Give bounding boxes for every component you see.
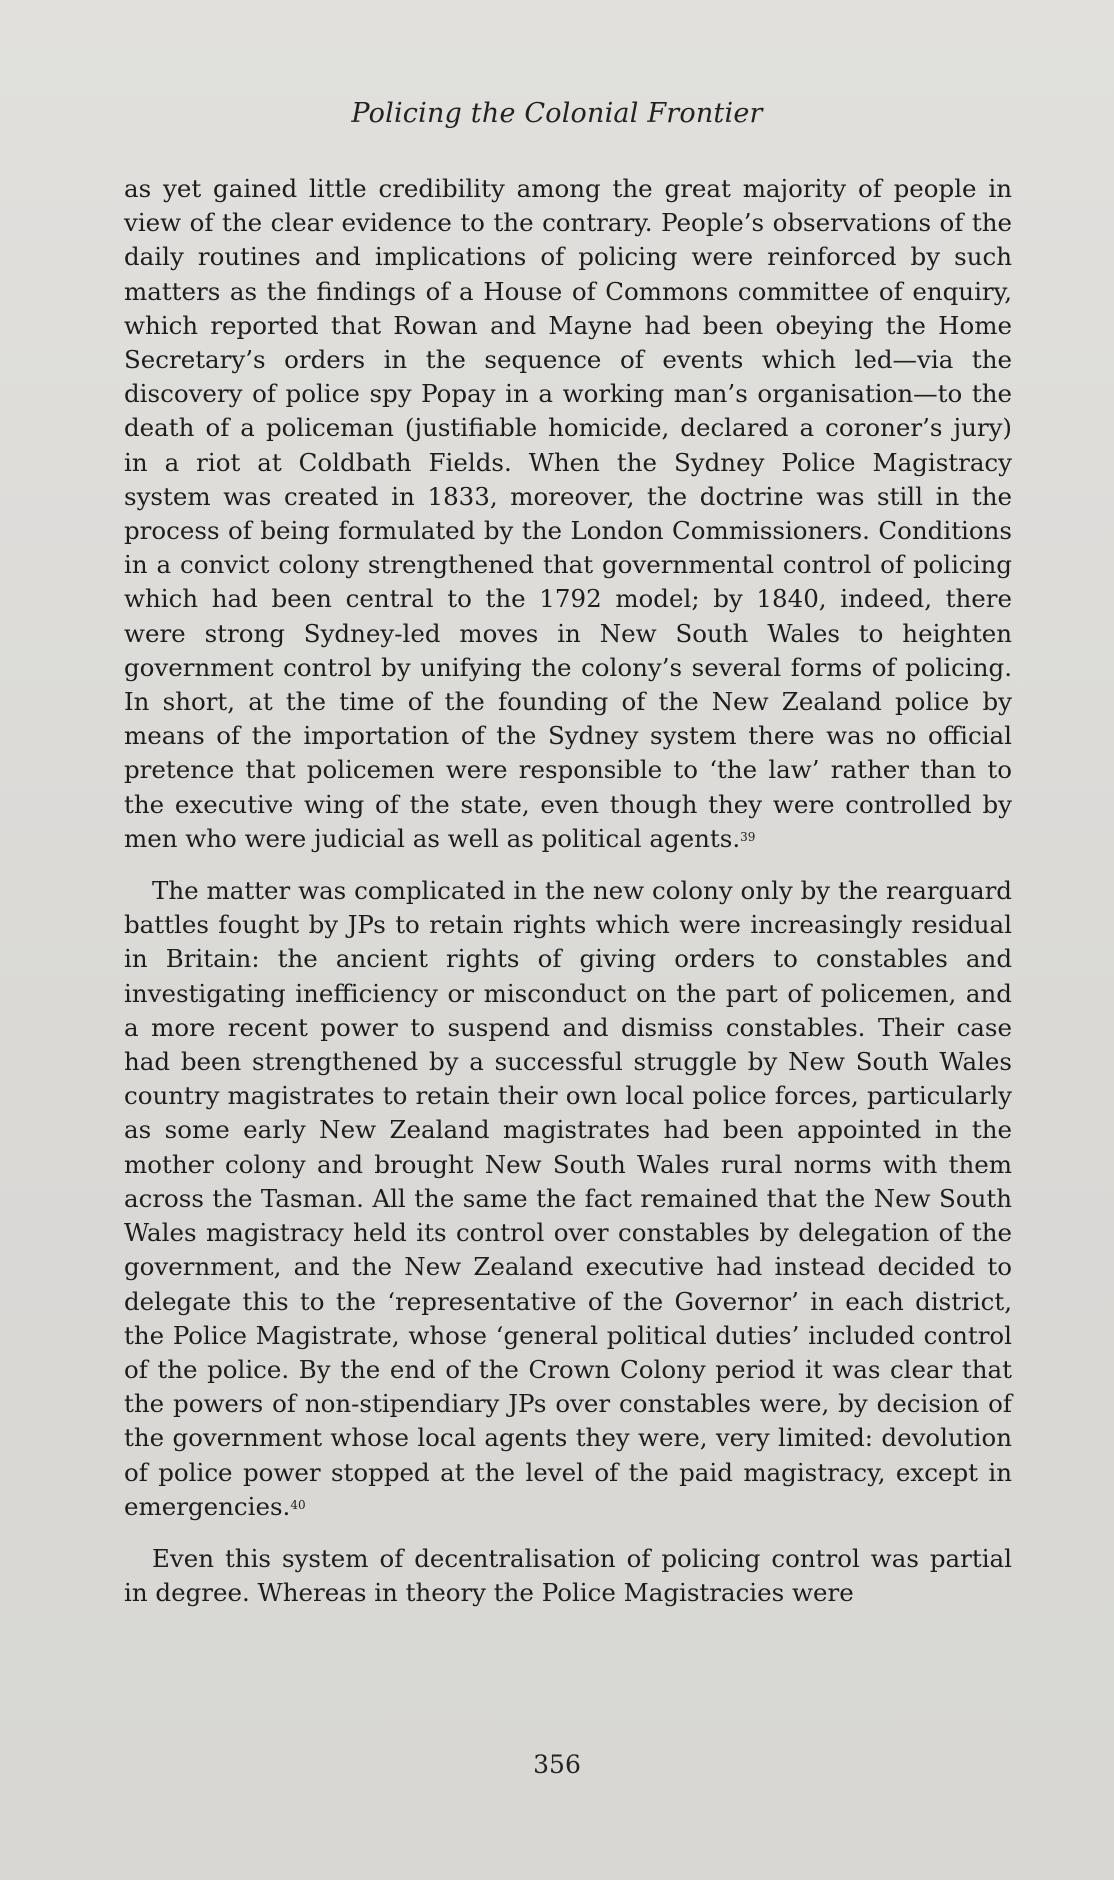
paragraph-3: [124, 1542, 1012, 1610]
running-head: Policing the Colonial Frontier: [351, 98, 763, 129]
page-number: 356: [533, 1750, 581, 1779]
body-text: [124, 172, 1012, 1610]
paragraph-2-text: The matter was complicated in the new colony only by the rearguard battles fought by JPs to retain rights which were increasingly residual in Britain: the ancient rights of giving orders to constables and investigating inefficiency or misconduct on the part of policemen, and a more recent power to suspend and dismiss constables. Their case had been strengthened by a successful struggle by New South Wales country magistrates to retain their own local police forces, particularly as some early New Zealand magistrates had been appointed in the mother colony and brought New South Wales rural norms with them across the Tasman. All the same the fact remained that the New South Wales magistracy held its control over constables by delegation of the government, and the New Zealand executive had instead decided to delegate this to the ‘representative of the Governor’ in each district, the Police Magistrate, whose ‘general political duties’ included control of the police. By the end of the Crown Colony period it was clear that the powers of non-stipendiary JPs over constables were, by decision of the government whose local agents they were, very limited: devolution of police power stopped at the level of the paid magistracy, except in emergencies.: [124, 876, 1012, 1521]
paragraph-1-text: as yet gained little credibility among the great majority of people in view of the clear evidence to the contrary. People’s observations of the daily routines and implications of policing were reinforced by such matters as the findings of a House of Commons committee of enquiry, which reported that Rowan and Mayne had been obeying the Home Secretary’s orders in the sequence of events which led—via the discovery of police spy Popay in a working man’s organisation—to the death of a policeman (justifiable homicide, declared a coroner’s jury) in a riot at Coldbath Fields. When the Sydney Police Magistracy system was created in 1833, moreover, the doctrine was still in the process of being formulated by the London Commissioners. Conditions in a convict colony strengthened that governmental control of policing which had been central to the 1792 model; by 1840, indeed, there were strong Sydney-led moves in New South Wales to heighten government control by unifying the colony’s several forms of policing. In short, at the time of the founding of the New Zealand police by means of the importation of the Sydney system there was no official pretence that policemen were responsible to ‘the law’ rather than to the executive wing of the state, even though they were controlled by men who were judicial as well as political agents.: [124, 174, 1012, 853]
footnote-ref-39: 39: [740, 829, 756, 844]
footnote-ref-40: 40: [290, 1497, 306, 1512]
paragraph-2: [124, 874, 1012, 1524]
paragraph-1: [124, 172, 1012, 856]
paragraph-3-text: Even this system of decentralisation of policing control was partial in degree. Whereas in theory the Police Magistracies were: [124, 1543, 1012, 1608]
